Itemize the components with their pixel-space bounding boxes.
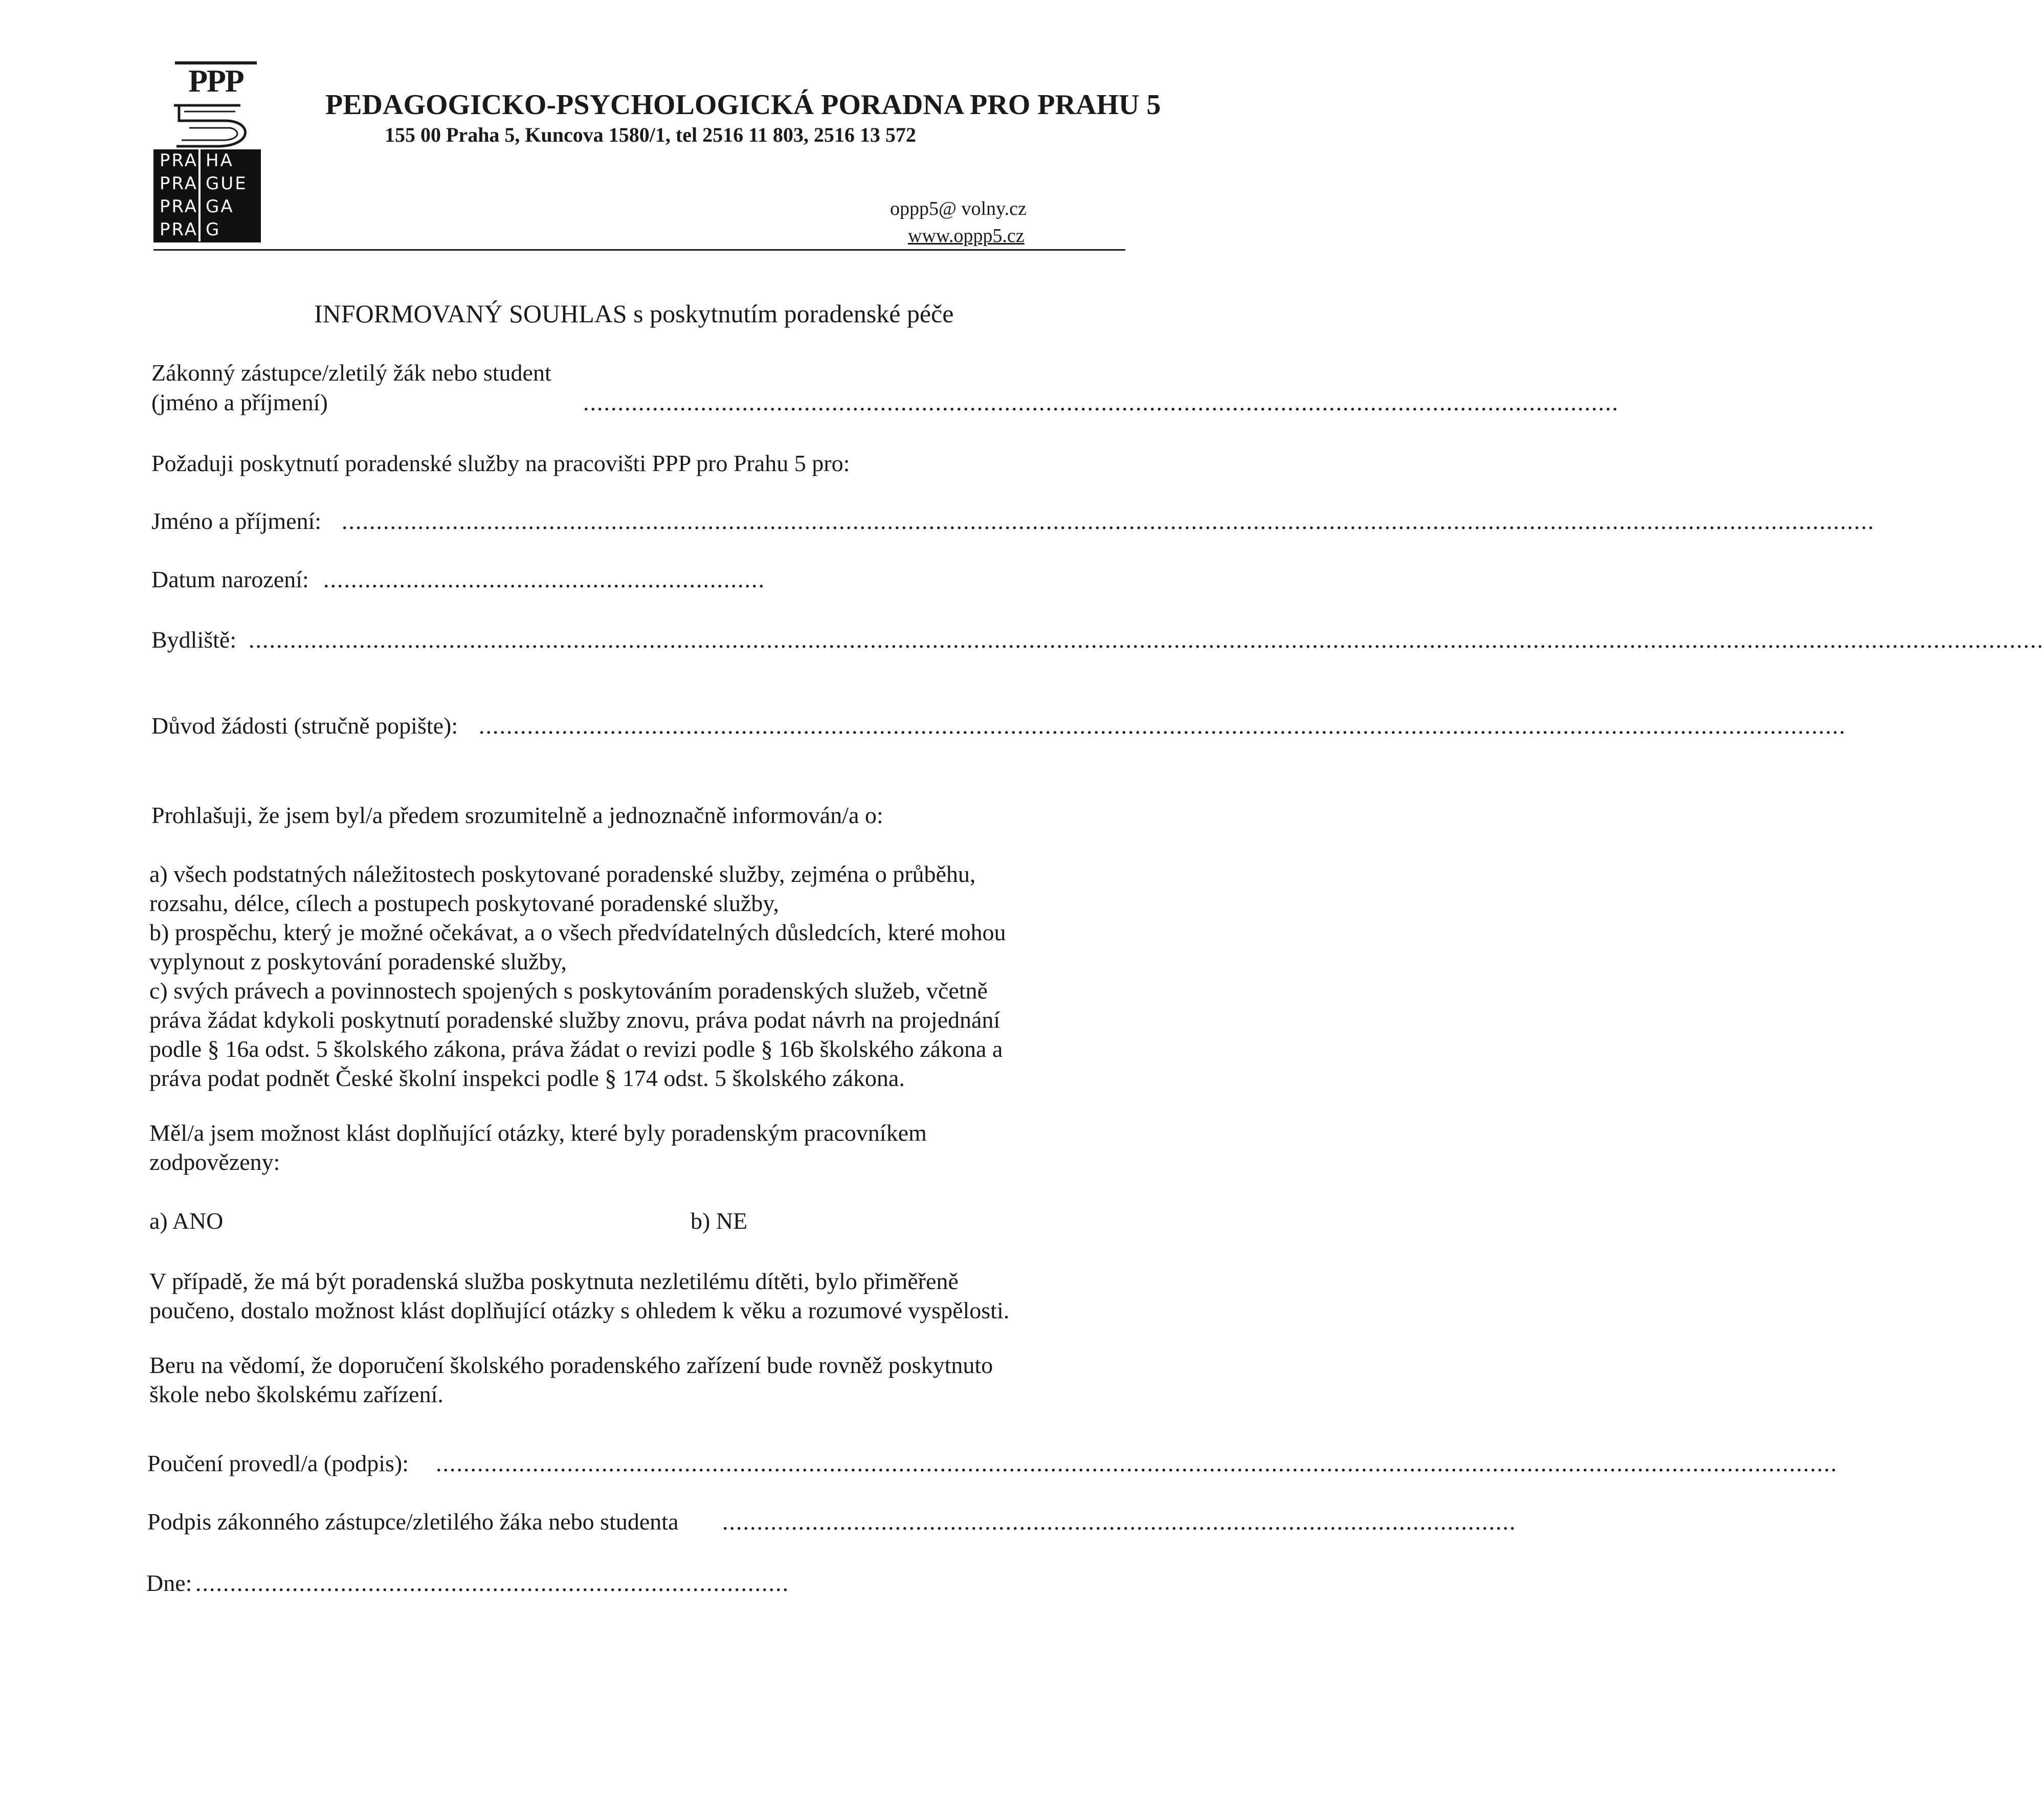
- minor-note: [149, 1267, 1126, 1325]
- logo-grid-cell: PRA: [153, 195, 201, 218]
- minor-note-line: V případě, že má být poradenská služba poskytnuta nezletilému dítěti, bylo přiměřeně: [149, 1268, 959, 1294]
- institution-name: PEDAGOGICKO-PSYCHOLOGICKÁ PORADNA PRO PRAHU 5: [325, 89, 1161, 121]
- item-c-line: podle § 16a odst. 5 školského zákona, práva žádat o revizi podle § 16b školského zákona a: [149, 1036, 1003, 1062]
- reason-field[interactable]: ......................................................................................................................................................................................................: [479, 713, 1846, 739]
- logo: [153, 61, 271, 243]
- logo-grid-cell: GA: [206, 196, 234, 217]
- residence-field[interactable]: ....................................................................................................................................................................................................................................................................: [249, 627, 2044, 653]
- guardian-signature-label: Podpis zákonného zástupce/zletilého žáka nebo studenta: [147, 1509, 679, 1535]
- form-title: INFORMOVANÝ SOUHLAS s poskytnutím poradenské péče: [314, 299, 954, 328]
- guardian-signature-field[interactable]: ...................................................................................................................: [722, 1509, 1517, 1535]
- logo-grid-cell: PRA: [153, 172, 201, 195]
- acknowledgement: [149, 1350, 1126, 1409]
- item-c-line: práva podat podnět České školní inspekci podle § 174 odst. 5 školského zákona.: [149, 1065, 905, 1091]
- item-a-line: a) všech podstatných náležitostech poskytované poradenské služby, zejména o průběhu,: [149, 861, 976, 887]
- birth-date-field[interactable]: ................................................................: [323, 566, 765, 592]
- question-line: Měl/a jsem možnost klást doplňující otázky, které byly poradenským pracovníkem: [149, 1120, 927, 1146]
- item-c-line: práva žádat kdykoli poskytnutí poradenské služby znovu, práva podat návrh na projednání: [149, 1007, 1001, 1033]
- guardian-label-sub: (jméno a příjmení): [151, 389, 328, 415]
- website-link[interactable]: www.oppp5.cz: [908, 225, 1025, 247]
- instruction-signature-field[interactable]: ...........................................................................................................................................................................................................: [436, 1450, 1838, 1476]
- item-b-line: vyplynout z poskytování poradenské služby,: [149, 948, 567, 974]
- institution-address: 155 00 Praha 5, Kuncova 1580/1, tel 2516 11 803, 2516 13 572: [385, 123, 916, 146]
- logo-grid-cell: GUE: [206, 173, 248, 194]
- declaration-text: Prohlašuji, že jsem byl/a předem srozumitelně a jednoznačně informován/a o:: [151, 802, 883, 828]
- date-label: Dne:: [146, 1570, 192, 1596]
- question-block: [149, 1118, 1126, 1177]
- info-items: [149, 859, 1126, 1093]
- name-field[interactable]: ..............................................................................................................................................................................................................................: [342, 508, 1875, 534]
- question-line: zodpovězeny:: [149, 1149, 280, 1175]
- minor-note-line: poučeno, dostalo možnost klást doplňující otázky s ohledem k věku a rozumové vyspělosti.: [149, 1297, 1010, 1323]
- header-divider: [153, 249, 1125, 251]
- item-c-line: c) svých právech a povinnostech spojených s poskytováním poradenských služeb, včetně: [149, 978, 988, 1004]
- acknowledgement-line: Beru na vědomí, že doporučení školského poradenského zařízení bude rovněž poskytnuto: [149, 1352, 993, 1378]
- option-no[interactable]: b) NE: [691, 1208, 748, 1234]
- birth-date-label: Datum narození:: [151, 566, 309, 592]
- logo-five-mark: [164, 101, 266, 150]
- date-field[interactable]: ......................................................................................: [195, 1570, 789, 1596]
- logo-grid-cell: HA: [206, 150, 234, 171]
- option-yes[interactable]: a) ANO: [149, 1208, 224, 1234]
- request-line: Požaduji poskytnutí poradenské služby na pracovišti PPP pro Prahu 5 pro:: [151, 450, 850, 476]
- logo-grid: [153, 149, 261, 242]
- guardian-label: Zákonný zástupce/zletilý žák nebo student: [151, 360, 551, 386]
- logo-ppp-text: PPP: [175, 61, 257, 97]
- email-address: oppp5@ volny.cz: [890, 198, 1027, 219]
- residence-label: Bydliště:: [151, 627, 237, 653]
- instruction-signature-label: Poučení provedl/a (podpis):: [147, 1450, 409, 1476]
- item-a-line: rozsahu, délce, cílech a postupech poskytované poradenské služby,: [149, 890, 779, 916]
- logo-grid-cell: G: [206, 219, 221, 240]
- acknowledgement-line: škole nebo školskému zařízení.: [149, 1381, 443, 1407]
- logo-grid-cell: PRA: [153, 218, 201, 241]
- reason-label: Důvod žádosti (stručně popište):: [151, 713, 458, 739]
- name-label: Jméno a příjmení:: [151, 508, 322, 534]
- logo-grid-cell: PRA: [153, 149, 201, 172]
- item-b-line: b) prospěchu, který je možné očekávat, a o všech předvídatelných důsledcích, které mohou: [149, 919, 1006, 945]
- guardian-name-field[interactable]: ......................................................................................................................................................: [583, 389, 1619, 415]
